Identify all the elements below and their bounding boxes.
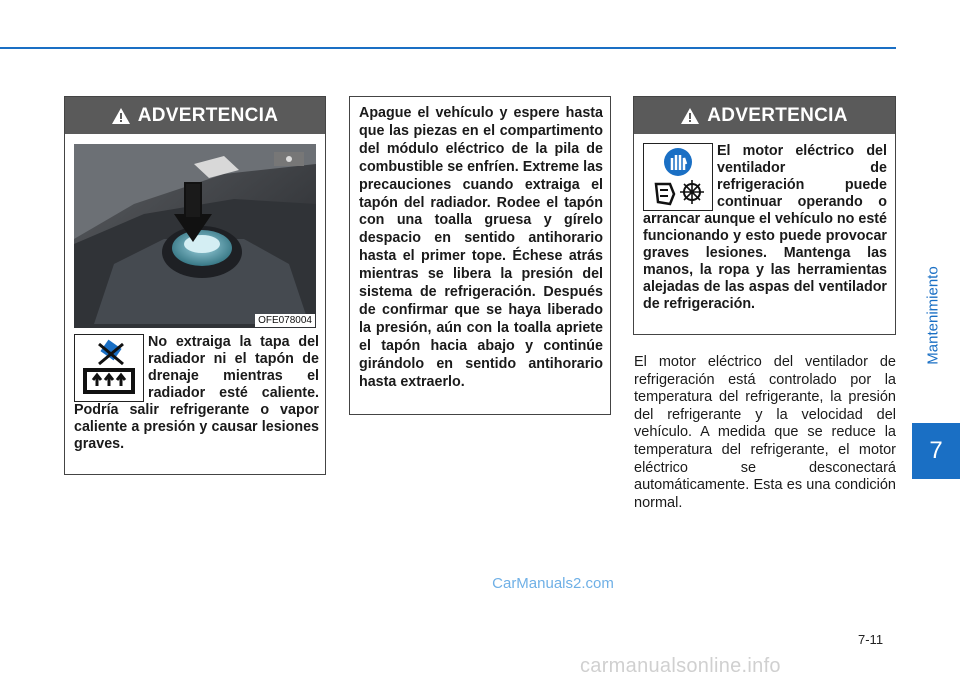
middle-caution-box [349,96,611,415]
right-warning-text: El motor eléctrico del ventilador de refrigeración puede continuar operando o arrancar aunque el vehículo no esté funcionando y esto puede provocar graves lesiones. Mantenga las manos, la ropa y las herramientas alejadas de las aspas del ventilador de refrigeración. [643,143,887,312]
right-warning-box [633,96,896,335]
warning-header-label: ADVERTENCIA [137,104,279,126]
photo-code: OFE078004 [255,314,315,327]
warning-triangle-icon [681,108,699,124]
footer-watermark: carmanualsonline.info [580,655,781,677]
left-warning-box [64,96,326,475]
top-rule [0,47,896,49]
page-number: 7-11 [858,632,884,647]
chapter-number-tab: 7 [912,423,960,479]
chapter-side-label [918,210,948,420]
warning-header [634,97,895,134]
warning-header [65,97,325,134]
fan-description-paragraph: El motor eléctrico del ventilador de refrigeración está controlado por la temperatura del refrigerante, la presión del refrigerante y la velocidad del vehículo. A medida que se reduce la temperatura del refrigerante, el motor eléctrico se desconectará automáticamente. Esta es una condición normal. [634,354,896,511]
chapter-side-label-text: Mantenimiento [924,265,942,365]
warning-header-label: ADVERTENCIA [707,104,848,126]
left-warning-text: No extraiga la tapa del radiador ni el tapón de drenaje mientras el radiador esté caliente. Podría salir refrigerante o vapor caliente a presión y causar lesiones graves. [74,334,319,452]
carmanuals-watermark: CarManuals2.com [492,575,614,592]
radiator-cap-photo [74,144,316,328]
warning-triangle-icon [112,108,130,124]
middle-box-text: Apague el vehículo y espere hasta que las piezas en el compartimento del módulo eléctrico de la pila de combustible se enfríen. Extreme las precauciones cuando extraiga el tapón del radiador. Rodee el tapón con una toalla gruesa y gírelo despacio en sentido antihorario hasta el primer tope. Échese atrás mientras se libera la presión del sistema de refrigeración. Después de confirmar que se haya liberado la presión, aún con la toalla apriete el tapón hacia abajo y continúe girándolo en sentido antihorario hasta extraerlo. [359,105,603,390]
